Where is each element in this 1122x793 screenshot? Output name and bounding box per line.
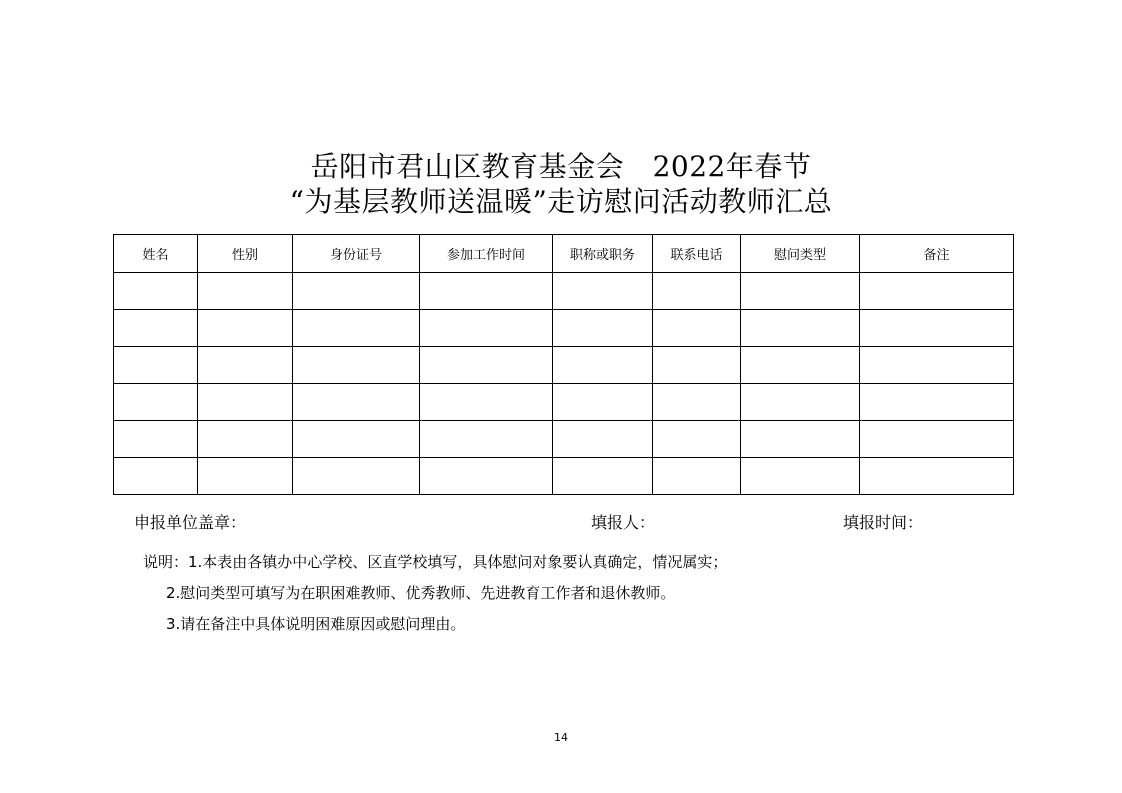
fill-time-label: 填报时间：: [843, 513, 924, 532]
teacher-summary-table: [113, 234, 1014, 495]
table-cell: [653, 458, 741, 495]
table-cell: [860, 384, 1014, 421]
table-cell: [741, 310, 860, 347]
table-cell: [293, 347, 420, 384]
table-cell: [114, 384, 198, 421]
table-cell: [114, 310, 198, 347]
table-cell: [114, 273, 198, 310]
header-phone: 联系电话: [653, 235, 741, 273]
table-cell: [741, 273, 860, 310]
header-title-or-position: 职称或职务: [553, 235, 653, 273]
table-row: [114, 347, 1014, 384]
table-cell: [553, 458, 653, 495]
applicant-seal-label: 申报单位盖章：: [134, 513, 247, 532]
table-row: [114, 384, 1014, 421]
table-cell: [553, 421, 653, 458]
table-cell: [114, 347, 198, 384]
table-row: [114, 458, 1014, 495]
table-cell: [653, 347, 741, 384]
page-number: 14: [554, 731, 568, 744]
table-cell: [653, 384, 741, 421]
table-cell: [653, 310, 741, 347]
table-row: [114, 310, 1014, 347]
table-cell: [420, 273, 553, 310]
note-2: 2.慰问类型可填写为在职困难教师、优秀教师、先进教育工作者和退休教师。: [166, 584, 676, 602]
table-cell: [553, 273, 653, 310]
table-cell: [741, 347, 860, 384]
table-cell: [420, 458, 553, 495]
table-cell: [198, 421, 293, 458]
table-body: [114, 273, 1014, 495]
table-cell: [741, 384, 860, 421]
table-cell: [860, 347, 1014, 384]
table-cell: [293, 421, 420, 458]
table-row: [114, 421, 1014, 458]
table-cell: [420, 310, 553, 347]
header-id-number: 身份证号: [293, 235, 420, 273]
table-cell: [198, 310, 293, 347]
table-cell: [420, 421, 553, 458]
table-cell: [653, 273, 741, 310]
note-1: 说明：1.本表由各镇办中心学校、区直学校填写，具体慰问对象要认真确定，情况属实；: [143, 553, 728, 571]
table-cell: [198, 458, 293, 495]
table-cell: [860, 458, 1014, 495]
table-cell: [293, 384, 420, 421]
header-visit-type: 慰问类型: [741, 235, 860, 273]
table-cell: [293, 458, 420, 495]
table-header-row: [114, 235, 1014, 273]
table-cell: [114, 458, 198, 495]
table-cell: [420, 347, 553, 384]
table-cell: [860, 421, 1014, 458]
header-name: 姓名: [114, 235, 198, 273]
table-cell: [198, 384, 293, 421]
table-cell: [553, 384, 653, 421]
table-cell: [860, 273, 1014, 310]
table-cell: [741, 421, 860, 458]
table-cell: [198, 347, 293, 384]
table-cell: [653, 421, 741, 458]
document-title-line-1: 岳阳市君山区教育基金会 2022年春节: [310, 150, 812, 183]
header-work-start-date: 参加工作时间: [420, 235, 553, 273]
header-remarks: 备注: [860, 235, 1014, 273]
table-cell: [293, 273, 420, 310]
table-cell: [741, 458, 860, 495]
table-cell: [553, 310, 653, 347]
table-cell: [114, 421, 198, 458]
table-cell: [860, 310, 1014, 347]
table-cell: [420, 384, 553, 421]
table-cell: [198, 273, 293, 310]
document-title-line-2: “为基层教师送温暖”走访慰问活动教师汇总: [289, 185, 833, 218]
table-cell: [553, 347, 653, 384]
header-gender: 性别: [198, 235, 293, 273]
filler-label: 填报人：: [591, 513, 656, 532]
note-3: 3.请在备注中具体说明困难原因或慰问理由。: [166, 615, 466, 633]
table-row: [114, 273, 1014, 310]
table-cell: [293, 310, 420, 347]
